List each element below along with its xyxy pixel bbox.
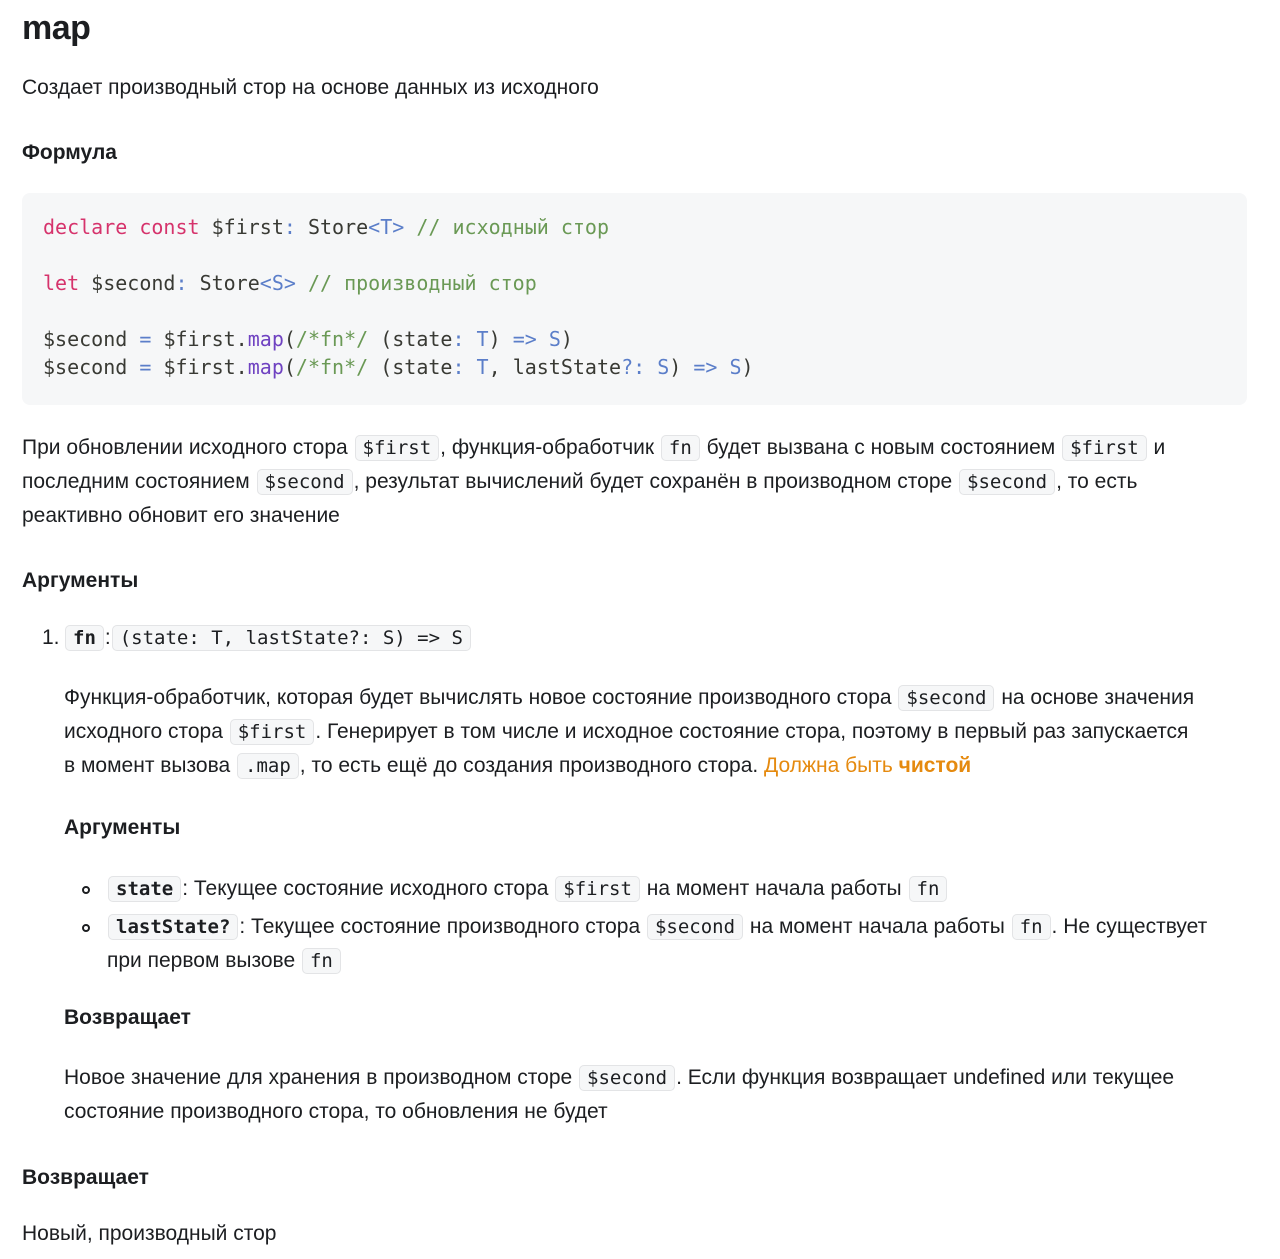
fn-returns-heading: Возвращает bbox=[64, 1006, 191, 1029]
inline-code: $first bbox=[1062, 435, 1147, 461]
arg-name-code: lastState? bbox=[108, 914, 238, 940]
sub-arg-state: state : Текущее состояние исходного стора $first на момент начала работы fn bbox=[107, 872, 948, 906]
formula-code-block[interactable] bbox=[22, 193, 1247, 405]
code-line-1: declare const $first: Store<T> // исходный стор bbox=[43, 215, 610, 239]
inline-code: $first bbox=[230, 719, 315, 745]
arguments-heading: Аргументы bbox=[22, 569, 139, 592]
bullet-icon bbox=[82, 886, 90, 894]
formula-heading: Формула bbox=[22, 141, 117, 164]
inline-code: $first bbox=[555, 876, 640, 902]
arg-name-code: state bbox=[108, 876, 181, 902]
inline-code: fn bbox=[302, 948, 341, 974]
returns-heading: Возвращает bbox=[22, 1166, 149, 1189]
pure-function-link[interactable]: Должна быть чистой bbox=[764, 754, 972, 777]
inline-code: fn bbox=[909, 876, 948, 902]
code-line-4: $second = $first.map(/*fn*/ (state: T, lastState?: S) => S) bbox=[43, 355, 754, 379]
page-description: Создает производный стор на основе данных из исходного bbox=[22, 76, 599, 99]
sub-arguments-heading: Аргументы bbox=[64, 816, 181, 839]
sub-arg-laststate: lastState? : Текущее состояние производного стора $second на момент начала работы fn . Не существует при первом вызове fn bbox=[107, 915, 1208, 972]
arg-name-code: fn bbox=[65, 625, 104, 651]
intro-paragraph: При обновлении исходного стора $first , функция-обработчик fn будет вызвана с новым состоянием $first и последним состоянием $second , результат вычислений будет сохранён в производном сторе $second , то есть реактивно обновит его значение bbox=[22, 436, 1166, 527]
inline-code: $second bbox=[898, 685, 994, 711]
inline-code: $second bbox=[959, 469, 1055, 495]
fn-description: Функция-обработчик, которая будет вычислять новое состояние производного стора $second на основе значения исходного стора $first . Генерирует в том числе и исходное состояние стора, поэтому в первый раз запускается в момент вызова .map , то есть ещё до создания производного стора. Должна быть чистой bbox=[64, 686, 1195, 777]
inline-code: $second bbox=[647, 914, 743, 940]
argument-item-fn: 1. fn : (state: T, lastState?: S) => S bbox=[42, 621, 472, 655]
undefined-term: undefined bbox=[953, 1066, 1046, 1089]
inline-code: fn bbox=[661, 435, 700, 461]
fn-returns-text: Новое значение для хранения в производном сторе $second . Если функция возвращает undefined или текущее состояние производного стора, то обновления не будет bbox=[64, 1066, 1175, 1123]
inline-code: fn bbox=[1012, 914, 1051, 940]
inline-code: $first bbox=[355, 435, 440, 461]
inline-code: .map bbox=[237, 753, 299, 779]
returns-text: Новый, производный стор bbox=[22, 1222, 277, 1245]
inline-code: $second bbox=[579, 1065, 675, 1091]
bullet-icon bbox=[82, 924, 90, 932]
arg-signature-code: (state: T, lastState?: S) => S bbox=[112, 625, 471, 651]
inline-code: $second bbox=[257, 469, 353, 495]
code-line-3: $second = $first.map(/*fn*/ (state: T) => S) bbox=[43, 327, 573, 351]
page-title: map bbox=[22, 9, 91, 47]
list-number: 1. bbox=[42, 626, 60, 649]
code-line-2: let $second: Store<S> // производный стор bbox=[43, 271, 537, 295]
